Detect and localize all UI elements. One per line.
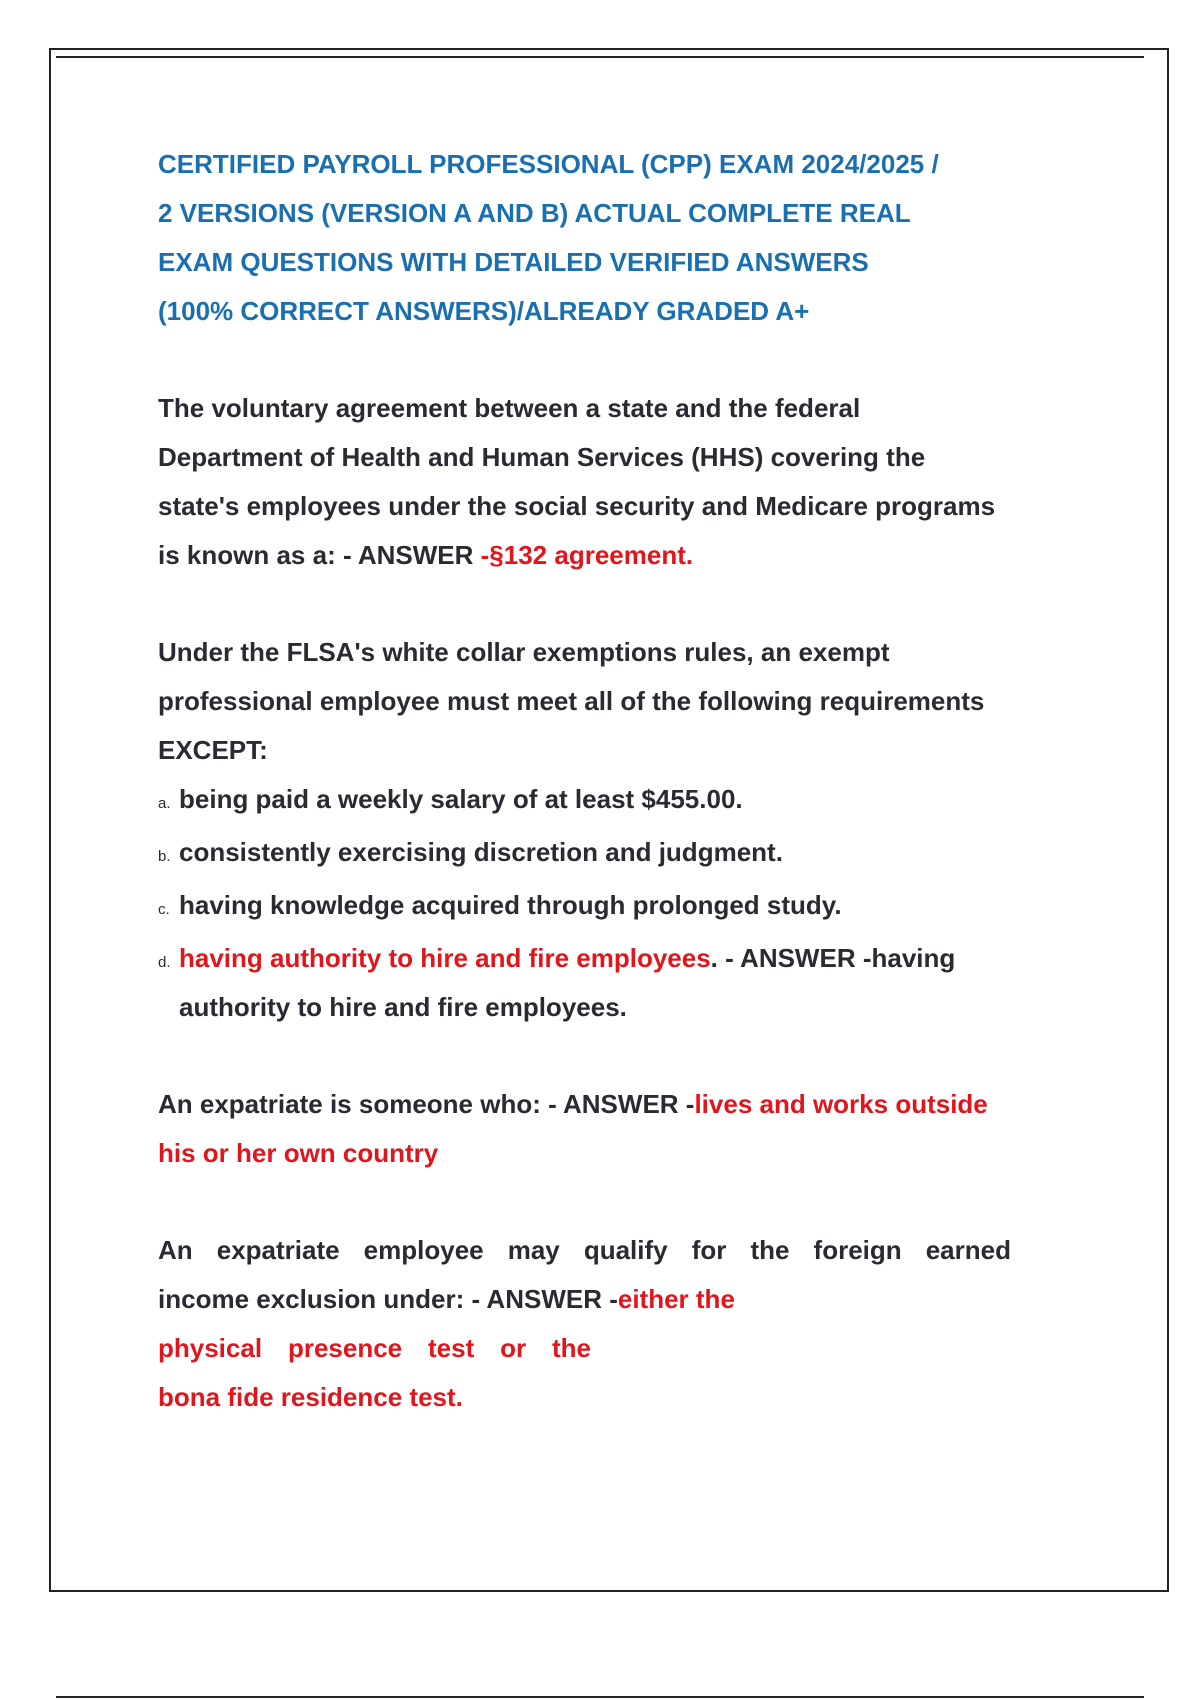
question-3 (158, 1080, 1078, 1178)
answer-text: his or her own country (158, 1138, 439, 1168)
question-4 (158, 1226, 1078, 1422)
question-line: Under the FLSA's white collar exemptions rules, an exempt (158, 637, 890, 667)
answer-text: having authority to hire and fire employees (179, 943, 711, 973)
option-letter: b. (158, 848, 171, 865)
question-1 (158, 384, 1078, 580)
option-text: . - ANSWER -having (710, 943, 956, 973)
answer-text: bona fide residence test. (158, 1382, 463, 1412)
option-b (158, 828, 1078, 881)
answer-text: lives and works outside (694, 1089, 988, 1119)
answer-text: either the (617, 1284, 735, 1314)
title-line: CERTIFIED PAYROLL PROFESSIONAL (CPP) EXAM 2024/2025 / (158, 149, 939, 179)
option-text: being paid a weekly salary of at least $455.00. (179, 784, 743, 814)
title-line: 2 VERSIONS (VERSION A AND B) ACTUAL COMPLETE REAL (158, 198, 911, 228)
option-a (158, 775, 1078, 828)
top-rule (56, 56, 1144, 58)
option-c (158, 881, 1078, 934)
document-body (158, 140, 1078, 1422)
question-line: state's employees under the social security and Medicare programs (158, 491, 996, 521)
answer-text: -§132 agreement. (480, 540, 694, 570)
question-line: is known as a: - ANSWER (158, 540, 481, 570)
question-line: An expatriate is someone who: - ANSWER - (158, 1089, 695, 1119)
option-text: having knowledge acquired through prolonged study. (179, 890, 842, 920)
option-text: consistently exercising discretion and judgment. (179, 837, 783, 867)
question-line: EXCEPT: (158, 735, 268, 765)
question-line: Department of Health and Human Services (HHS) covering the (158, 442, 926, 472)
title-line: EXAM QUESTIONS WITH DETAILED VERIFIED ANSWERS (158, 247, 869, 277)
option-text: authority to hire and fire employees. (179, 992, 627, 1022)
bottom-rule (56, 1696, 1144, 1698)
title-line: (100% CORRECT ANSWERS)/ALREADY GRADED A+ (158, 296, 810, 326)
question-line: professional employee must meet all of the following requirements (158, 686, 985, 716)
question-line: The voluntary agreement between a state and the federal (158, 393, 861, 423)
option-letter: d. (158, 954, 171, 971)
document-title (158, 140, 1078, 336)
option-letter: a. (158, 795, 171, 812)
option-d (158, 934, 1078, 1032)
question-line: An expatriate employee may qualify for the foreign earned (158, 1235, 1011, 1265)
question-line: income exclusion under: - ANSWER - (158, 1284, 618, 1314)
option-letter: c. (158, 901, 170, 918)
question-2 (158, 628, 1078, 1032)
answer-text: physical presence test or the (158, 1333, 591, 1363)
